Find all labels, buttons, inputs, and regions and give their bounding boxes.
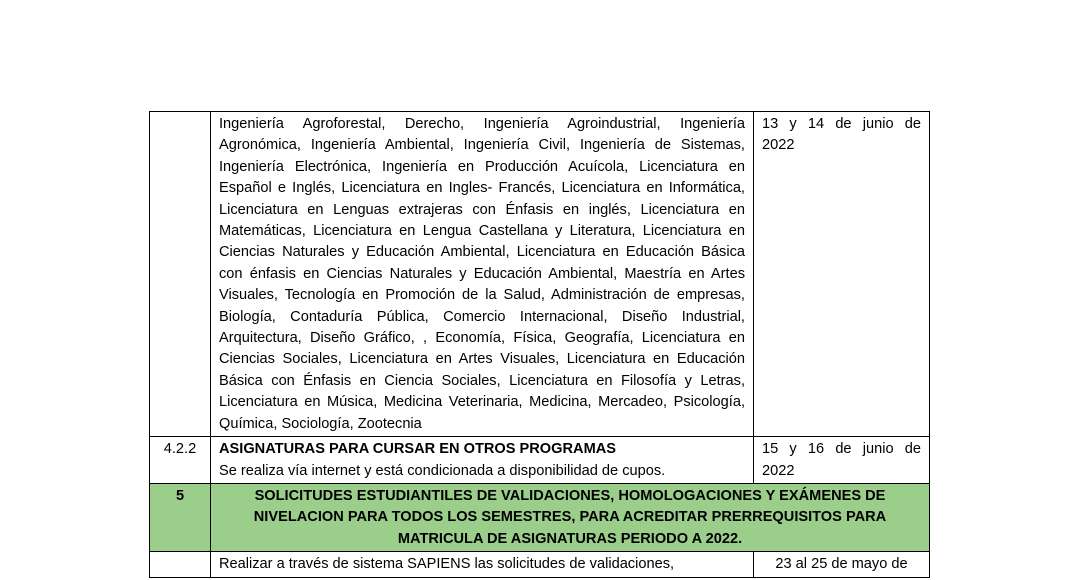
row-title: ASIGNATURAS PARA CURSAR EN OTROS PROGRAMAS <box>219 441 617 458</box>
row-date: 13 y 14 de junio de 2022 <box>754 112 930 437</box>
row-date: 15 y 16 de junio de 2022 <box>754 437 930 484</box>
section-heading: SOLICITUDES ESTUDIANTILES DE VALIDACIONES, HOMOLOGACIONES Y EXÁMENES DE NIVELACION PARA TODOS LOS SEMESTRES, PARA ACREDITAR PRERREQUISITOS PARA MATRICULA DE ASIGNATURAS PERIODO A 2022. <box>211 483 930 551</box>
table-row <box>150 552 930 577</box>
row-description: Realizar a través de sistema SAPIENS las solicitudes de validaciones, <box>211 552 754 577</box>
section-header-row <box>150 483 930 551</box>
row-description: Se realiza vía internet y está condicionada a disponibilidad de cupos. <box>219 462 666 479</box>
row-number: 4.2.2 <box>150 437 211 484</box>
row-content <box>211 437 754 484</box>
row-number <box>150 552 211 577</box>
table-row <box>150 112 930 437</box>
row-date: 23 al 25 de mayo de <box>754 552 930 577</box>
row-number <box>150 112 211 437</box>
section-number: 5 <box>150 483 211 551</box>
calendar-table <box>149 111 930 578</box>
program-list: Ingeniería Agroforestal, Derecho, Ingeniería Agroindustrial, Ingeniería Agronómica, Ingeniería Ambiental, Ingeniería Civil, Ingeniería de Sistemas, Ingeniería Electrónica, Ingeniería en Producción Acuícola, Licenciatura en Español e Inglés, Licenciatura en Ingles- Francés, Licenciatura en Informática, Licenciatura en Lenguas extrajeras con Énfasis en inglés, Licenciatura en Matemáticas, Licenciatura en Lengua Castellana y Literatura, Licenciatura en Ciencias Naturales y Educación Ambiental, Licenciatura en Educación Básica con énfasis en Ciencias Naturales y Educación Ambiental, Maestría en Artes Visuales, Tecnología en Promoción de la Salud, Administración de empresas, Biología, Contaduría Pública, Comercio Internacional, Diseño Industrial, Arquitectura, Diseño Gráfico, , Economía, Física, Geografía, Licenciatura en Ciencias Sociales, Licenciatura en Artes Visuales, Licenciatura en Educación Básica con Énfasis en Ciencia Sociales, Licenciatura en Filosofía y Letras, Licenciatura en Música, Medicina Veterinaria, Medicina, Mercadeo, Psicología, Química, Sociología, Zootecnia <box>211 112 754 437</box>
table-row <box>150 437 930 484</box>
